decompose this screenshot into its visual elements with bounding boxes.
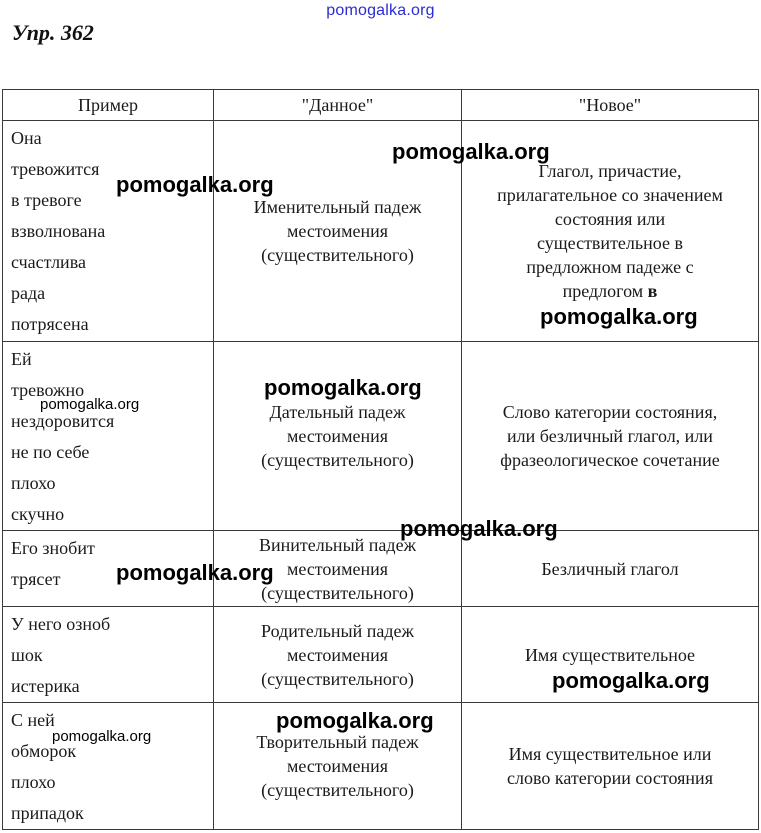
new-line: Глагол, причастие, — [538, 161, 682, 181]
example-word: плохо — [11, 772, 56, 792]
watermark: pomogalka.org — [276, 708, 434, 733]
example-word: истерика — [11, 676, 80, 696]
given-line: местоимения — [286, 644, 388, 665]
watermark: pomogalka.org — [116, 172, 274, 197]
new-line: прилагательное со значением — [497, 185, 723, 205]
given-cell — [214, 342, 462, 531]
new-line: предложном падеже с — [526, 257, 694, 277]
given-line: (существительного) — [261, 245, 414, 265]
example-word: обморок — [11, 741, 77, 761]
given-line: (существительного) — [261, 668, 414, 689]
watermark: pomogalka.org — [392, 139, 550, 164]
new-line: Слово категории состояния, — [502, 402, 718, 422]
examples-cell — [3, 121, 214, 342]
example-word: скучно — [11, 504, 65, 524]
header-given: "Данное" — [214, 90, 462, 121]
example-word: Его знобит — [11, 538, 95, 558]
watermark: pomogalka.org — [40, 396, 140, 413]
watermark: pomogalka.org — [540, 304, 698, 329]
given-line: Именительный падеж — [253, 197, 422, 217]
watermark: pomogalka.org — [400, 516, 558, 541]
example-word: тревожно — [11, 380, 85, 400]
watermark: pomogalka.org — [552, 668, 710, 693]
exercise-title: Упр. 362 — [12, 20, 94, 45]
new-line: Безличный глагол — [541, 558, 679, 579]
example-word: не по себе — [11, 442, 90, 462]
example-word: Она — [11, 128, 42, 148]
given-line: Родительный падеж — [261, 620, 414, 641]
example-word: тревожится — [11, 159, 100, 179]
example-word: трясет — [11, 569, 61, 589]
given-line: (существительного) — [261, 582, 414, 603]
given-cell — [214, 607, 462, 703]
example-word: Ей — [11, 349, 32, 369]
new-line-prefix: предлогом — [562, 281, 648, 301]
watermark: pomogalka.org — [52, 728, 152, 745]
watermark: pomogalka.org — [264, 375, 422, 400]
given-line: Дательный падеж — [269, 402, 406, 422]
given-line: местоимения — [286, 756, 388, 776]
given-line: Творительный падеж — [256, 732, 419, 752]
new-line: Имя существительное или — [508, 744, 712, 764]
given-line: (существительного) — [261, 450, 414, 470]
watermark: pomogalka.org — [116, 560, 274, 585]
given-line: местоимения — [286, 221, 388, 241]
header-new: "Новое" — [462, 90, 759, 121]
example-word: нездоровится — [11, 411, 115, 431]
example-word: взволнована — [11, 221, 106, 241]
given-line: (существительного) — [261, 780, 414, 800]
new-line: существительное в — [537, 233, 683, 253]
example-word: припадок — [11, 803, 84, 823]
example-word: счастлива — [11, 252, 86, 272]
example-word: У него озноб — [11, 614, 111, 634]
new-line: Имя существительное — [524, 644, 696, 665]
example-word: потрясена — [11, 314, 89, 334]
example-word: в тревоге — [11, 190, 82, 210]
given-line: Винительный падеж — [258, 534, 417, 555]
example-word: плохо — [11, 473, 56, 493]
new-line: слово категории состояния — [507, 768, 713, 788]
new-cell — [462, 703, 759, 830]
new-line: или безличный глагол, или — [507, 426, 713, 446]
preposition-bold: в — [647, 281, 658, 301]
table-row — [3, 342, 759, 531]
example-word: С ней — [11, 710, 55, 730]
example-word: рада — [11, 283, 46, 303]
examples-cell — [3, 703, 214, 830]
header-example: Пример — [3, 90, 214, 121]
new-line: состояния или — [554, 209, 666, 229]
new-line: фразеологическое сочетание — [500, 450, 720, 470]
given-line: местоимения — [286, 426, 388, 446]
examples-cell — [3, 342, 214, 531]
table-header-row — [3, 90, 759, 121]
example-word: шок — [11, 645, 43, 665]
given-line: местоимения — [286, 558, 388, 579]
new-cell — [462, 342, 759, 531]
new-line — [468, 279, 752, 303]
site-header-link[interactable]: pomogalka.org — [326, 2, 435, 19]
examples-cell — [3, 607, 214, 703]
